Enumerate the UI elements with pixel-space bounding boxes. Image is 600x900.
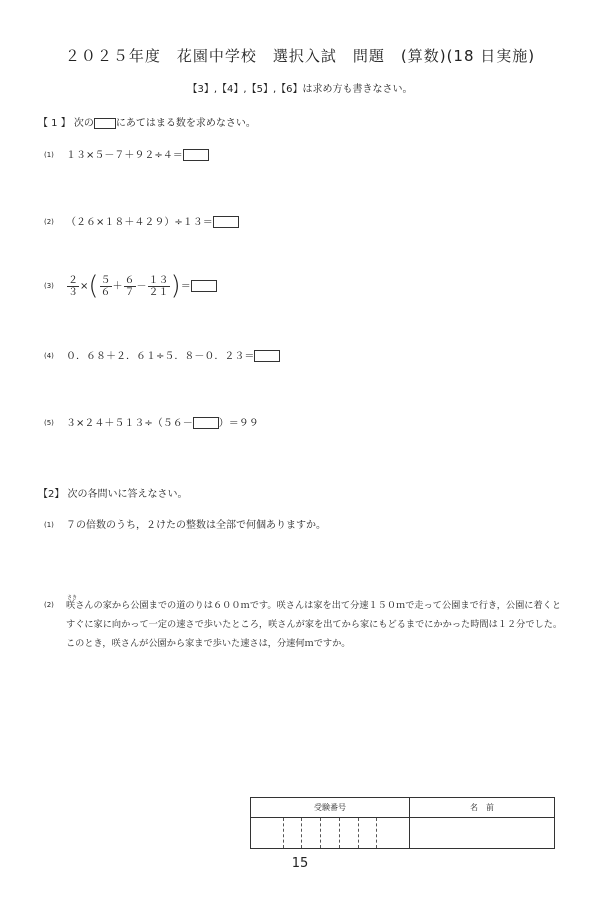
ruby-saki [66,595,78,615]
ruby-base: 咲 [66,600,76,611]
blank-box-example [94,118,116,129]
exam-number-label: 受験番号 [251,798,410,818]
problem-expression: ０．６８＋２．６１÷５．８－０．２３＝ [66,351,255,362]
denominator: ３ [68,286,78,298]
numerator: ６ [124,274,135,286]
fraction-5-6 [100,275,112,298]
answer-box-1-1[interactable] [183,149,209,161]
denominator: ６ [100,286,111,298]
problem-number: (3) [44,282,54,290]
numerator: ５ [100,274,111,286]
answer-box-1-4[interactable] [254,350,280,362]
problem-1-5 [44,414,259,429]
plus-sign: ＋ [112,281,123,292]
problem-number: (2) [44,601,54,609]
name-field[interactable] [410,818,555,849]
problem-text-line-2: すぐに家に向かって一定の速さで歩いたところ，咲さんが家を出てから家にもどるまでにかかった時間は１２分でした。 [66,619,563,630]
times-sign: × [80,281,89,292]
problem-2-1 [44,516,326,531]
problem-1-3 [44,273,217,299]
digit-slot [340,818,359,848]
fraction-2-3 [67,275,79,298]
minus-sign: － [136,281,147,292]
fraction-6-7 [124,275,136,298]
right-paren: ) [170,271,181,301]
problem-text: ７の倍数のうち，２けたの整数は全部で何個ありますか。 [66,520,326,531]
numerator: １３ [148,274,169,286]
exam-id-name-box [250,797,555,849]
problem-expression-post: ）＝９９ [218,418,259,429]
instruction: 【3】,【4】,【5】,【6】は求め方も書きなさい。 [187,84,413,95]
problem-number: (1) [44,151,54,159]
digit-slot [321,818,340,848]
problem-expression-pre: ３×２４＋５１３÷（５６－ [66,418,193,429]
problem-1-4 [44,347,280,362]
name-label: 名 前 [410,798,555,818]
fraction-13-21 [148,275,170,298]
problem-number: (5) [44,419,54,427]
problem-expression: （２６×１８＋４２９）÷１３＝ [66,217,213,228]
section-1-heading-pre: 【 1 】 次の [38,118,94,129]
problem-2-2-line-1 [44,596,562,615]
left-paren: ( [88,271,99,301]
digit-slot [359,818,378,848]
digit-slot [302,818,321,848]
problem-1-2 [44,213,239,228]
numerator: ２ [68,274,78,286]
denominator: ２１ [148,286,169,298]
ruby-reading: さき [67,595,78,601]
exam-number-slots [265,818,395,848]
answer-box-1-2[interactable] [213,216,239,228]
problem-number: (4) [44,352,54,360]
denominator: ７ [124,286,135,298]
exam-number-field[interactable] [251,818,410,849]
problem-1-1 [44,146,209,161]
problem-number: (2) [44,218,54,226]
digit-slot [377,818,395,848]
problem-number: (1) [44,521,54,529]
equals-sign: ＝ [180,281,191,292]
digit-slot [284,818,303,848]
problem-text-line-1: さんの家から公園までの道のりは６００ｍです。咲さんは家を出て分速１５０ｍで走って公園まで行き，公園に着くと [75,600,562,611]
page-number: 15 [291,856,309,871]
section-1-heading-post: にあてはまる数を求めなさい。 [115,118,256,129]
problem-expression: １３×５－７＋９２÷４＝ [66,150,183,161]
answer-box-1-3[interactable] [191,280,217,292]
problem-text-line-3: このとき，咲さんが公園から家まで歩いた速さは，分速何ｍですか。 [66,638,351,649]
digit-slot [265,818,284,848]
problem-2-2 [44,596,562,653]
section-2-heading: 【2】 次の各問いに答えなさい。 [38,489,188,500]
page-title: ２０２５年度 花園中学校 選択入試 問題 (算数)(18 日実施) [64,47,536,65]
section-1-heading [38,114,256,129]
answer-box-1-5[interactable] [193,417,219,429]
